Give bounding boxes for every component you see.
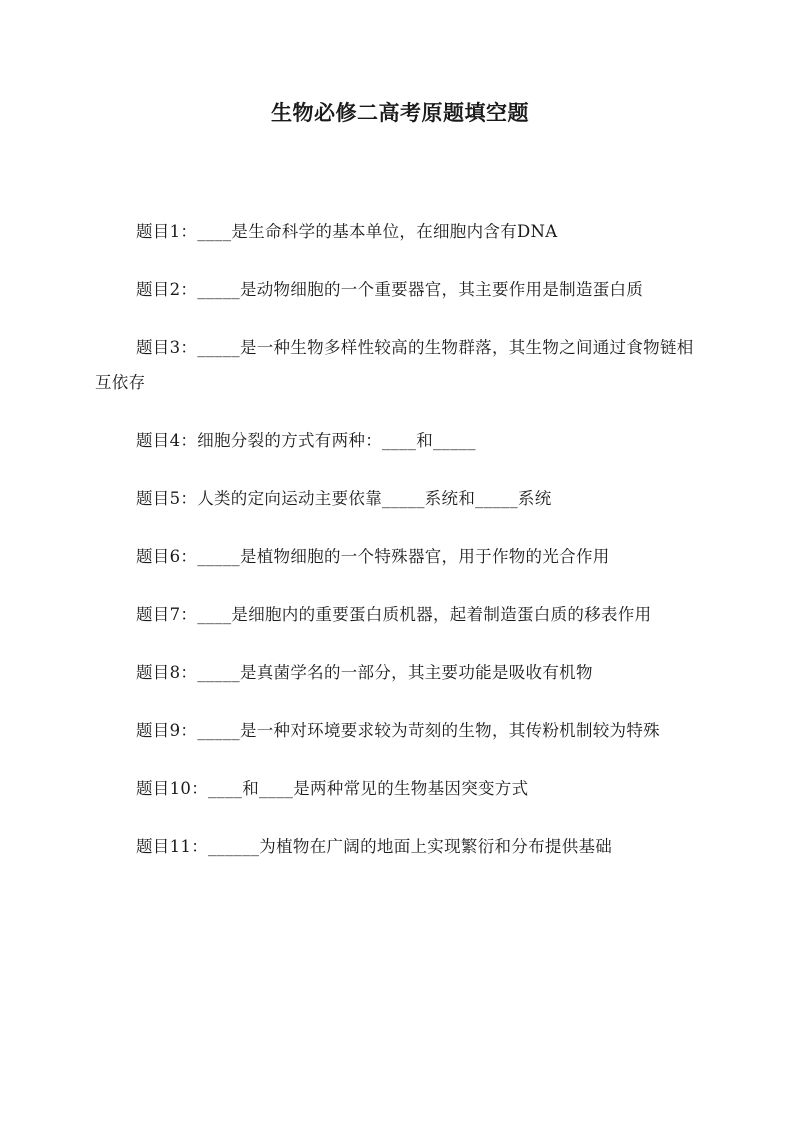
question-8: 题目8：_____是真菌学名的一部分，其主要功能是吸收有机物 [136, 663, 593, 682]
question-6: 题目6：_____是植物细胞的一个特殊器官，用于作物的光合作用 [136, 547, 610, 566]
question-list [95, 214, 707, 887]
document-title: 生物必修二高考原题填空题 [271, 100, 529, 125]
question-3: 题目3：_____是一种生物多样性较高的生物群落，其生物之间通过食物链相互依存 [95, 338, 694, 392]
question-9: 题目9：_____是一种对环境要求较为苛刻的生物，其传粉机制较为特殊 [136, 721, 660, 740]
question-4: 题目4：细胞分裂的方式有两种：____和_____ [136, 431, 476, 450]
question-1: 题目1：____是生命科学的基本单位，在细胞内含有DNA [136, 222, 558, 241]
question-11: 题目11：______为植物在广阔的地面上实现繁衍和分布提供基础 [136, 837, 613, 856]
question-2: 题目2：_____是动物细胞的一个重要器官，其主要作用是制造蛋白质 [136, 280, 644, 299]
question-7: 题目7：____是细胞内的重要蛋白质机器，起着制造蛋白质的移表作用 [136, 605, 652, 624]
question-5: 题目5：人类的定向运动主要依靠_____系统和_____系统 [136, 489, 552, 508]
question-10: 题目10：____和____是两种常见的生物基因突变方式 [136, 779, 529, 798]
